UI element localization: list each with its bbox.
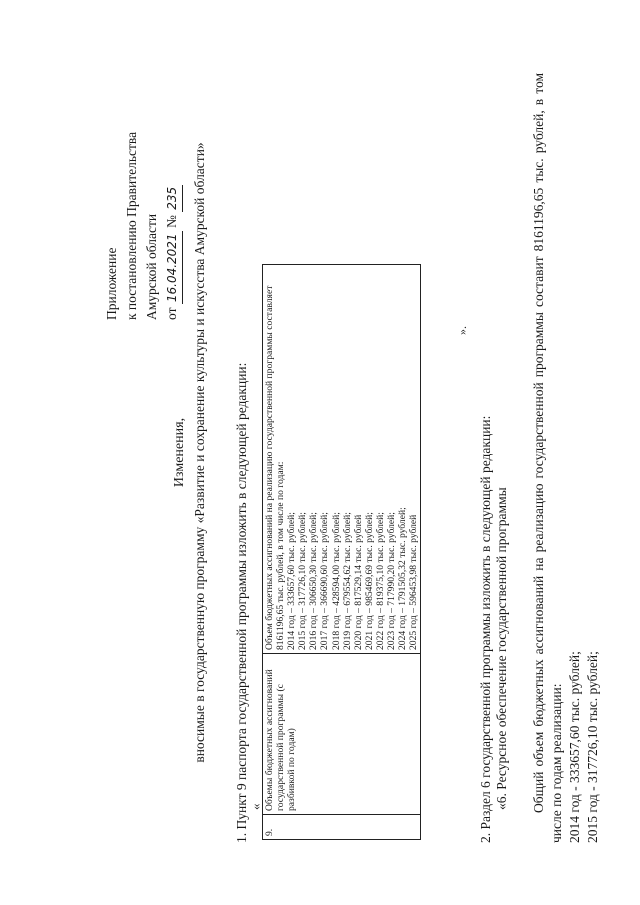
section-6-title: «6. Ресурсное обеспечение государственной программы [494,487,509,810]
table-row [263,265,421,840]
closing-quote: ». [455,326,469,335]
year-line: 2021 год – 985469,69 тыс. рублей; [363,512,375,650]
body-paragraph: Общий объем бюджетных ассигнований на реализацию государственной программы составит 8161196,65 тыс. рублей, в том числе по годам реализации: [531,73,564,843]
year-line: 2017 год – 366690,60 тыс. рублей; [319,512,331,650]
year-line: 2018 год – 428594,00 тыс. рублей; [330,512,342,650]
row-number: 9. [263,815,421,840]
paragraph-1: 1. Пункт 9 паспорта государственной программы изложить в следующей редакции: [234,362,249,843]
year-line: 2023 год – 717990,20 тыс. рублей; [386,512,398,650]
paragraph-2: 2. Раздел 6 государственной программы изложить в следующей редакции: [478,415,493,843]
year-line: 2019 год – 679554,62 тыс. рублей; [341,512,353,650]
year-line: 2015 год – 317726,10 тыс. рублей; [297,512,309,650]
opening-quote: « [248,803,263,810]
content-intro: Объем бюджетных ассигнований на реализацию государственной программы составляет 8161196,65 тыс. рублей, в том числе по годам: [264,285,287,650]
approval-block [102,132,182,320]
year-line: 2024 год – 1791505,32 тыс. рублей; [397,507,409,650]
row-content [263,265,421,654]
approval-line-3: Амурской области [144,213,159,320]
year-line: 2016 год – 306650,30 тыс. рублей; [308,512,320,650]
row-label: Объемы бюджетных ассигнований государственной программы (с разбивкой по годам) [263,654,421,815]
passport-table [262,264,421,840]
date-prefix: от [164,307,179,320]
approval-line-1: Приложение [104,247,119,320]
year-line: 2014 год – 333657,60 тыс. рублей; [286,512,298,650]
year-line: 2025 год – 596453,98 тыс. рублей [408,514,420,650]
approval-line-2: к постановлению Правительства [124,131,139,320]
body-year-line: 2014 год - 333657,60 тыс. рублей; [567,651,582,843]
handwritten-date: 16.04.2021 [162,231,183,304]
number-prefix: № [164,215,179,229]
year-line: 2020 год – 817529,14 тыс. рублей [352,514,364,650]
document-title: Изменения, [172,417,187,488]
year-line: 2022 год – 819375,10 тыс. рублей; [374,512,386,650]
document-subtitle: вносимые в государственную программу «Развитие и сохранение культуры и искусства Амурской области» [192,142,207,763]
body-year-line: 2015 год - 317726,10 тыс. рублей; [585,651,600,843]
handwritten-number: 235 [162,185,183,212]
